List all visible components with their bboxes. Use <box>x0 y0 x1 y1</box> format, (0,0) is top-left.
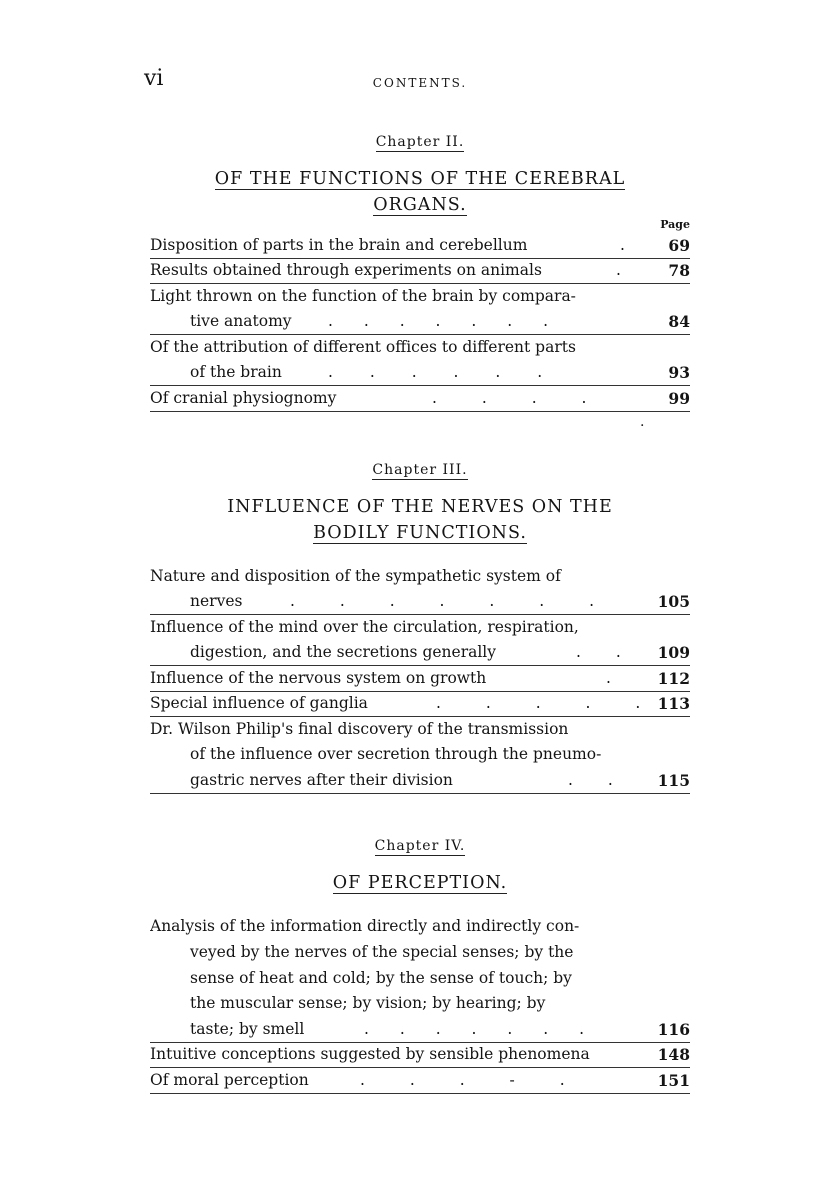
toc-entry: sense of heat and cold; by the sense of touch; by <box>190 969 572 987</box>
toc-entry: Of cranial physiognomy . . . . 99 <box>150 386 690 412</box>
toc-entry: nerves . . . . . . . 105 <box>150 589 690 615</box>
toc-entry: tive anatomy . . . . . . . 84 <box>150 309 690 335</box>
toc-entry: the muscular sense; by vision; by hearing; by <box>190 994 546 1012</box>
toc-entry: Special influence of ganglia . . . . . 113 <box>150 691 690 717</box>
toc-entry: Influence of the nervous system on growth . 112 <box>150 666 690 692</box>
page-number: vi <box>144 66 164 91</box>
toc-entry: gastric nerves after their division . . 115 <box>150 768 690 794</box>
toc-entry: taste; by smell . . . . . . . 116 <box>150 1017 690 1043</box>
toc-entry: veyed by the nerves of the special senses; by the <box>190 943 574 961</box>
chapter-2-label: Chapter II. <box>375 134 465 150</box>
toc-entry: Of the attribution of different offices to different parts <box>150 338 576 356</box>
chapter-2-title: OF THE FUNCTIONS OF THE CEREBRAL ORGANS. <box>214 169 626 215</box>
page-column-label: Page <box>660 218 690 231</box>
toc-entry: of the brain . . . . . . 93 <box>150 360 690 386</box>
chapter-4-label: Chapter IV. <box>374 838 466 854</box>
toc-entry: Analysis of the information directly and indirectly con- <box>150 917 580 935</box>
toc-entry: Intuitive conceptions suggested by sensible phenomena 148 <box>150 1042 690 1068</box>
toc-entry: digestion, and the secretions generally . . 109 <box>150 640 690 666</box>
toc-entry: Dr. Wilson Philip's final discovery of the transmission <box>150 720 569 738</box>
chapter-3-label: Chapter III. <box>372 462 468 478</box>
toc-entry: Nature and disposition of the sympathetic system of <box>150 567 561 585</box>
separator-mark: . <box>640 414 645 430</box>
chapter-4-title: OF PERCEPTION. <box>332 873 508 893</box>
chapter-3-title: INFLUENCE OF THE NERVES ON THE BODILY FUNCTIONS. <box>227 497 613 543</box>
toc-entry: Of moral perception . . . - . 151 <box>150 1068 690 1094</box>
toc-entry: Influence of the mind over the circulation, respiration, <box>150 618 579 636</box>
toc-entry: Disposition of parts in the brain and cerebellum . 69 <box>150 233 690 259</box>
toc-entry: of the influence over secretion through the pneumo- <box>190 745 602 763</box>
toc-entry: Results obtained through experiments on animals . 78 <box>150 258 690 284</box>
toc-entry: Light thrown on the function of the brain by compara- <box>150 287 576 305</box>
running-title: CONTENTS. <box>372 76 468 90</box>
